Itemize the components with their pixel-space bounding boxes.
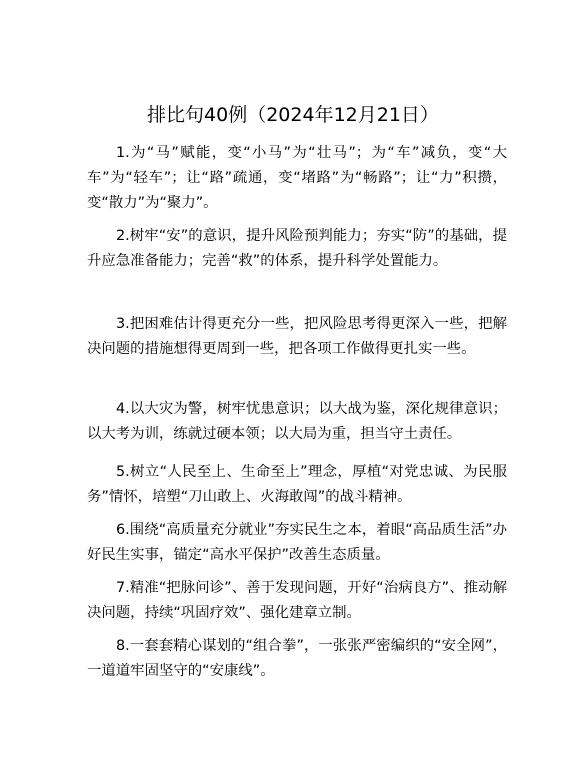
paragraph-7: 7.精准“把脉问诊”、善于发现问题，开好“治病良方”、推动解决问题，持续“巩固疗效”、强化建章立制。 xyxy=(87,580,507,621)
document-title: 排比句40例（2024年12月21日） xyxy=(147,104,439,126)
paragraph-2: 2.树牢“安”的意识，提升风险预判能力；夯实“防”的基础，提升应急准备能力；完善“救”的体系，提升科学处置能力。 xyxy=(87,228,507,269)
paragraph-5: 5.树立“人民至上、生命至上”理念，厚植“对党忠诚、为民服务”情怀，培塑“刀山敢上、火海敢闯”的战斗精神。 xyxy=(87,464,507,505)
paragraph-1: 1.为“马”赋能，变“小马”为“壮马”；为“车”减负，变“大车”为“轻车”；让“路”疏通，变“堵路”为“畅路”；让“力”积攒，变“散力”为“聚力”。 xyxy=(87,145,507,211)
paragraph-6: 6.围绕“高质量充分就业”夯实民生之本，着眼“高品质生活”办好民生实事，锚定“高水平保护”改善生态质量。 xyxy=(87,522,507,563)
paragraph-3: 3.把困难估计得更充分一些，把风险思考得更深入一些，把解决问题的措施想得更周到一些，把各项工作做得更扎实一些。 xyxy=(87,316,507,357)
paragraph-4: 4.以大灾为警，树牢忧患意识；以大战为鉴，深化规律意识；以大考为训，练就过硬本领；以大局为重，担当守土责任。 xyxy=(87,401,507,442)
paragraph-8: 8.一套套精心谋划的“组合拳”，一张张严密编织的“安全网”，一道道牢固坚守的“安康线”。 xyxy=(87,638,507,679)
